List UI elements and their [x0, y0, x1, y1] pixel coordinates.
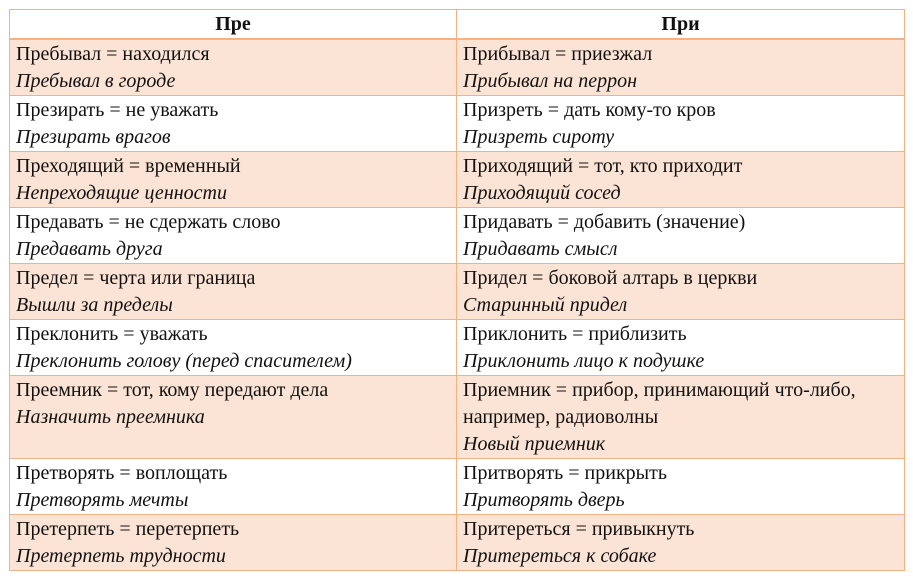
- table-row: [10, 264, 905, 320]
- pri-example: Старинный придел: [463, 294, 628, 316]
- pri-cell: [457, 208, 905, 264]
- column-header-pri: При: [457, 10, 905, 40]
- pri-definition: Придавать = добавить (значение): [463, 211, 746, 233]
- pre-example: Пребывал в городе: [16, 70, 176, 92]
- pre-cell: [10, 376, 457, 459]
- pre-example: Претворять мечты: [16, 489, 189, 511]
- table-row: [10, 39, 905, 96]
- pre-definition: Преходящий = временный: [16, 155, 241, 177]
- pre-cell: [10, 96, 457, 152]
- pri-cell: [457, 96, 905, 152]
- pre-cell: [10, 39, 457, 96]
- pri-definition: Притереться = привыкнуть: [463, 518, 695, 540]
- pre-example: Вышли за пределы: [16, 294, 173, 316]
- pre-example: Презирать врагов: [16, 126, 171, 148]
- pre-example: Непреходящие ценности: [16, 182, 227, 204]
- pri-cell: [457, 459, 905, 515]
- pri-cell: [457, 376, 905, 459]
- pre-cell: [10, 320, 457, 376]
- pre-example: Предавать друга: [16, 238, 163, 260]
- pri-definition: Приемник = прибор, принимающий что-либо, например, радиоволны: [463, 379, 856, 428]
- pri-cell: [457, 152, 905, 208]
- pre-definition: Пребывал = находился: [16, 43, 210, 65]
- pri-example: Притворять дверь: [463, 489, 625, 511]
- pre-definition: Предавать = не сдержать слово: [16, 211, 281, 233]
- pri-cell: [457, 320, 905, 376]
- pri-definition: Приходящий = тот, кто приходит: [463, 155, 743, 177]
- table-row: [10, 152, 905, 208]
- pri-definition: Притворять = прикрыть: [463, 462, 667, 484]
- pre-cell: [10, 515, 457, 571]
- pri-example: Придавать смысл: [463, 238, 618, 260]
- pri-cell: [457, 39, 905, 96]
- pri-example: Новый приемник: [463, 433, 606, 455]
- table-row: [10, 376, 905, 459]
- pri-definition: Призреть = дать кому-то кров: [463, 99, 716, 121]
- comparison-table: [9, 9, 905, 571]
- table-row: [10, 96, 905, 152]
- pre-example: Преклонить голову (перед спасителем): [16, 350, 352, 372]
- pre-definition: Претерпеть = перетерпеть: [16, 518, 240, 540]
- column-header-pre: Пре: [10, 10, 457, 40]
- pri-definition: Придел = боковой алтарь в церкви: [463, 267, 758, 289]
- pri-example: Приклонить лицо к подушке: [463, 350, 705, 372]
- pre-definition: Презирать = не уважать: [16, 99, 219, 121]
- pre-cell: [10, 459, 457, 515]
- pri-cell: [457, 515, 905, 571]
- pri-example: Призреть сироту: [463, 126, 615, 148]
- table-row: [10, 208, 905, 264]
- pre-definition: Претворять = воплощать: [16, 462, 228, 484]
- pre-cell: [10, 152, 457, 208]
- pre-cell: [10, 264, 457, 320]
- pri-example: Прибывал на перрон: [463, 70, 638, 92]
- table-row: [10, 459, 905, 515]
- pre-definition: Преклонить = уважать: [16, 323, 208, 345]
- pri-example: Приходящий сосед: [463, 182, 621, 204]
- pre-example: Претерпеть трудности: [16, 545, 226, 567]
- pri-cell: [457, 264, 905, 320]
- table-header-row: [10, 10, 905, 40]
- pre-definition: Предел = черта или граница: [16, 267, 256, 289]
- pri-example: Притереться к собаке: [463, 545, 657, 567]
- pri-definition: Прибывал = приезжал: [463, 43, 653, 65]
- table-row: [10, 515, 905, 571]
- pre-definition: Преемник = тот, кому передают дела: [16, 379, 329, 401]
- pri-definition: Приклонить = приблизить: [463, 323, 687, 345]
- pre-example: Назначить преемника: [16, 406, 205, 428]
- pre-cell: [10, 208, 457, 264]
- table-row: [10, 320, 905, 376]
